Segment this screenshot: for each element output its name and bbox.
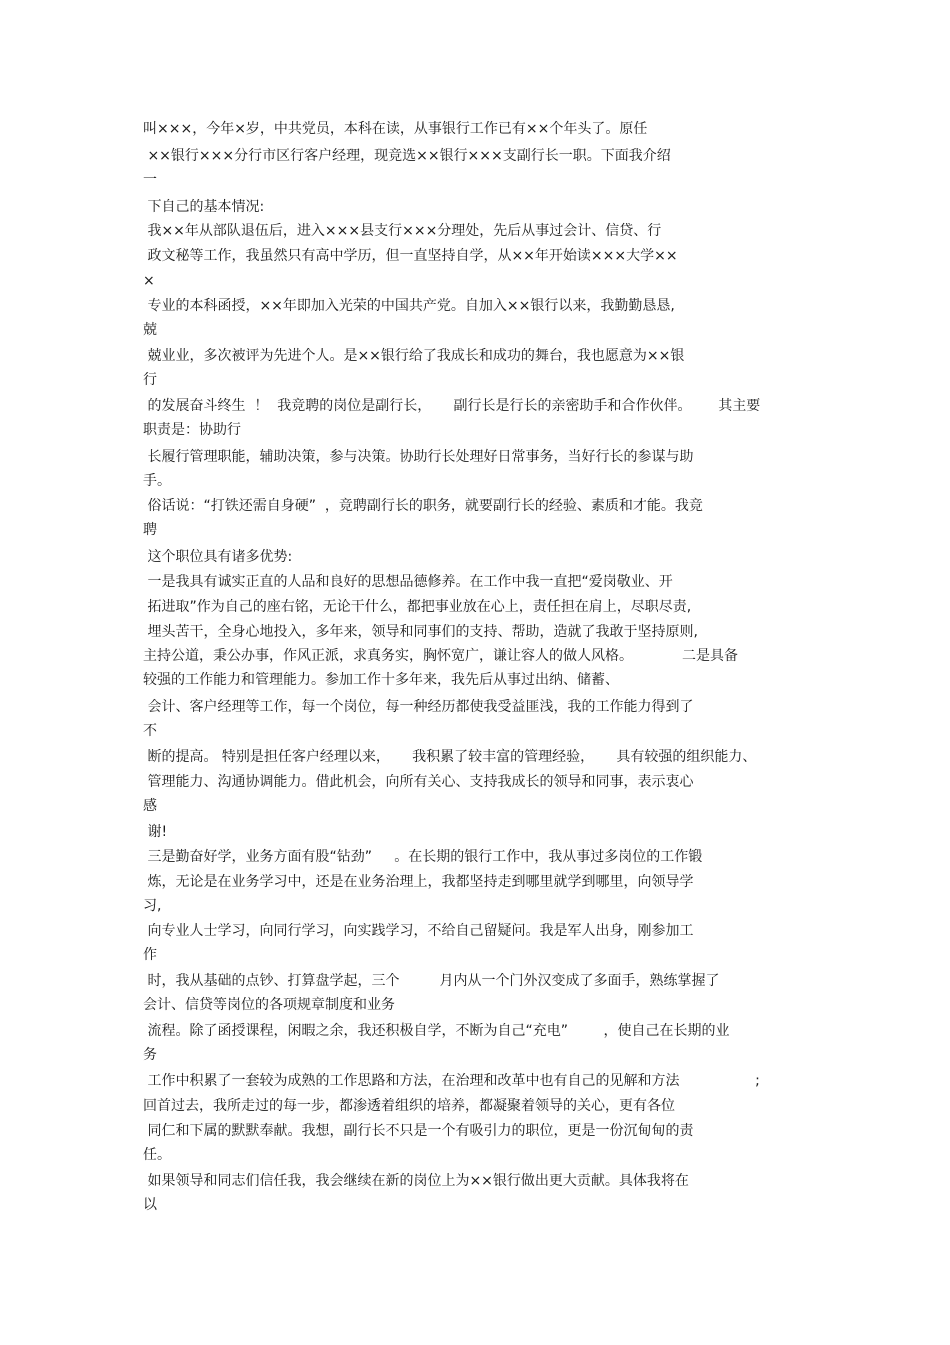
text-line: 工作中积累了一套较为成熟的工作思路和方法，在治理和改革中也有自己的见解和方法 ; (143, 1073, 760, 1089)
text-line: 会计、客户经理等工作，每一个岗位，每一种经历都使我受益匪浅，我的工作能力得到了 (143, 699, 694, 715)
text-line: 会计、信贷等岗位的各项规章制度和业务 (143, 997, 395, 1013)
text-line: 下自己的基本情况: (143, 199, 265, 215)
text-line: × (143, 273, 155, 289)
text-line: 行 (143, 372, 157, 388)
text-line: 俗话说：“打铁还需自身硬” ，竞聘副行长的职务，就要副行长的经验、素质和才能。我竞 (143, 498, 703, 514)
text-line: 感 (143, 798, 157, 814)
text-line: 向专业人士学习，向同行学习，向实践学习，不给自己留疑问。我是军人出身，刚参加工 (143, 923, 694, 939)
text-line: 回首过去，我所走过的每一步，都渗透着组织的培养，都凝聚着领导的关心，更有各位 (143, 1098, 675, 1114)
text-line: 的发展奋斗终生 ！ 我竞聘的岗位是副行长， 副行长是行长的亲密助手和合作伙伴。 其主要 (143, 398, 761, 414)
text-line: 断的提高。 特别是担任客户经理以来， 我积累了较丰富的管理经验， 具有较强的组织能力、 (143, 749, 757, 765)
text-line: 主持公道，秉公办事，作风正派，求真务实，胸怀宽广，谦让容人的做人风格。 二是具备 (143, 648, 738, 664)
text-line: 长履行管理职能，辅助决策，参与决策。协助行长处理好日常事务，当好行长的参谋与助 (143, 449, 694, 465)
text-line: 叫×××，今年×岁，中共党员，本科在读，从事银行工作已有××个年头了。原任 (143, 121, 648, 137)
text-line: 拓进取”作为自己的座右铭，无论干什么，都把事业放在心上，责任担在肩上，尽职尽责, (143, 599, 692, 615)
text-line: 不 (143, 723, 157, 739)
text-line: 务 (143, 1047, 157, 1063)
text-line: 管理能力、沟通协调能力。借此机会，向所有关心、支持我成长的领导和同事，表示衷心 (143, 774, 694, 790)
text-line: 较强的工作能力和管理能力。参加工作十多年来，我先后从事过出纳、储蓄、 (143, 672, 619, 688)
text-line: 兢 (143, 322, 157, 338)
text-line: 如果领导和同志们信任我，我会继续在新的岗位上为××银行做出更大贡献。具体我将在 (143, 1173, 689, 1189)
text-line: 炼，无论是在业务学习中，还是在业务治理上，我都坚持走到哪里就学到哪里，向领导学 (143, 874, 694, 890)
text-line: 埋头苦干，全身心地投入，多年来，领导和同事们的支持、帮助，造就了我敢于坚持原则, (143, 624, 698, 640)
text-line: 三是勤奋好学，业务方面有股“钻劲” 。在长期的银行工作中，我从事过多岗位的工作锻 (143, 849, 703, 865)
text-line: ××银行×××分行市区行客户经理，现竞选××银行×××支副行长一职。下面我介绍 (143, 148, 671, 164)
text-line: 我××年从部队退伍后，进入×××县支行×××分理处，先后从事过会计、信贷、行 (143, 223, 662, 239)
text-line: 作 (143, 947, 157, 963)
text-line: 时，我从基础的点钞、打算盘学起，三个 月内从一个门外汉变成了多面手，熟练掌握了 (143, 973, 720, 989)
text-line: 一是我具有诚实正直的人品和良好的思想品德修养。在工作中我一直把“爱岗敬业、开 (143, 574, 673, 590)
text-line: 兢业业，多次被评为先进个人。是××银行给了我成长和成功的舞台，我也愿意为××银 (143, 348, 685, 364)
text-line: 任。 (143, 1147, 171, 1163)
text-line: 职责是：协助行 (143, 422, 241, 438)
text-line: 习, (143, 898, 162, 914)
text-line: 聘 (143, 522, 157, 538)
text-line: 一 (143, 172, 157, 188)
text-line: 政文秘等工作，我虽然只有高中学历，但一直坚持自学，从××年开始读×××大学×× (143, 248, 678, 264)
text-line: 以 (143, 1197, 157, 1213)
text-line: 这个职位具有诸多优势: (143, 549, 293, 565)
text-line: 专业的本科函授，××年即加入光荣的中国共产党。自加入××银行以来，我勤勤恳恳, (143, 298, 675, 314)
text-line: 流程。除了函授课程，闲暇之余，我还积极自学，不断为自己“充电” ，使自己在长期的业 (143, 1023, 730, 1039)
text-line: 同仁和下属的默默奉献。我想，副行长不只是一个有吸引力的职位，更是一份沉甸甸的责 (143, 1123, 694, 1139)
text-line: 手。 (143, 473, 171, 489)
text-line: 谢! (143, 824, 168, 840)
